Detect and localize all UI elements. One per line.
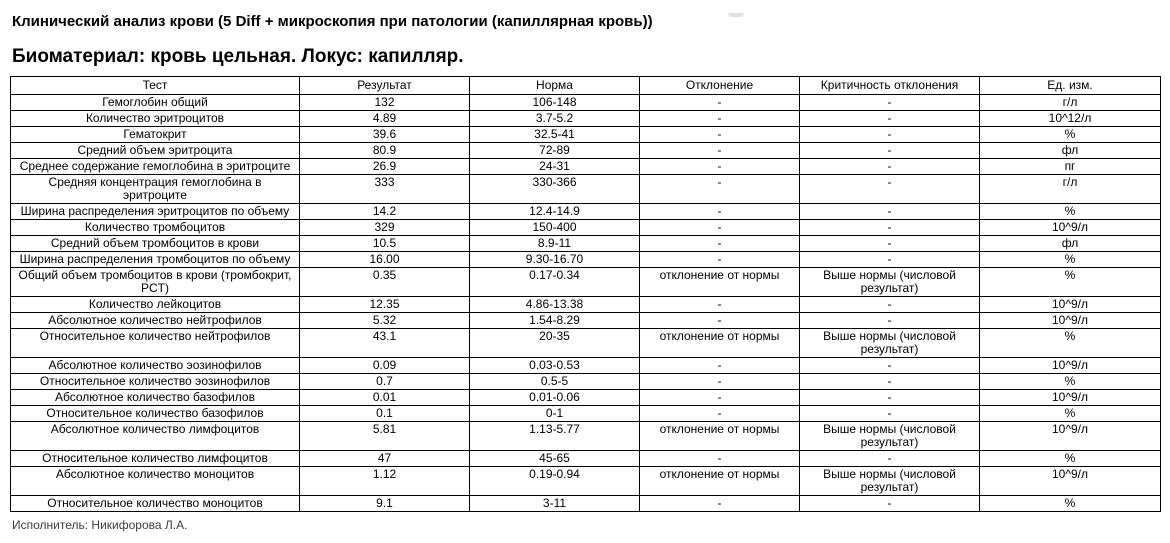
- cell-criticality: -: [800, 252, 980, 268]
- table-row: [11, 451, 1161, 467]
- cell-deviation: отклонение от нормы: [640, 329, 800, 358]
- cell-test: Количество лейкоцитов: [11, 297, 300, 313]
- cell-test: Относительное количество эозинофилов: [11, 374, 300, 390]
- cell-unit: %: [980, 204, 1161, 220]
- cell-test: Абсолютное количество нейтрофилов: [11, 313, 300, 329]
- cell-result: 10.5: [300, 236, 470, 252]
- cell-norm: 72-89: [470, 143, 640, 159]
- table-row: [11, 313, 1161, 329]
- cell-criticality: -: [800, 374, 980, 390]
- cell-result: 43.1: [300, 329, 470, 358]
- cell-unit: 10^9/л: [980, 467, 1161, 496]
- table-header-row: [11, 77, 1161, 95]
- cell-result: 0.01: [300, 390, 470, 406]
- cell-unit: %: [980, 329, 1161, 358]
- cell-criticality: -: [800, 496, 980, 512]
- cell-norm: 12.4-14.9: [470, 204, 640, 220]
- cell-norm: 150-400: [470, 220, 640, 236]
- cell-criticality: Выше нормы (числовой результат): [800, 329, 980, 358]
- cell-deviation: -: [640, 220, 800, 236]
- cell-norm: 106-148: [470, 95, 640, 111]
- cell-result: 329: [300, 220, 470, 236]
- cell-result: 5.32: [300, 313, 470, 329]
- cell-criticality: -: [800, 143, 980, 159]
- cell-criticality: -: [800, 220, 980, 236]
- cell-unit: фл: [980, 143, 1161, 159]
- cell-result: 14.2: [300, 204, 470, 220]
- cell-norm: 24-31: [470, 159, 640, 175]
- cell-result: 333: [300, 175, 470, 204]
- cell-deviation: -: [640, 252, 800, 268]
- cell-deviation: -: [640, 451, 800, 467]
- cell-result: 47: [300, 451, 470, 467]
- cell-norm: 45-65: [470, 451, 640, 467]
- cell-unit: 10^9/л: [980, 390, 1161, 406]
- cell-criticality: Выше нормы (числовой результат): [800, 422, 980, 451]
- cell-deviation: -: [640, 204, 800, 220]
- cell-test: Относительное количество лимфоцитов: [11, 451, 300, 467]
- cell-deviation: -: [640, 175, 800, 204]
- cell-norm: 330-366: [470, 175, 640, 204]
- cell-criticality: -: [800, 358, 980, 374]
- cell-norm: 0.17-0.34: [470, 268, 640, 297]
- cell-result: 80.9: [300, 143, 470, 159]
- cell-test: Гемоглобин общий: [11, 95, 300, 111]
- table-row: [11, 111, 1161, 127]
- table-row: [11, 159, 1161, 175]
- cell-norm: 8.9-11: [470, 236, 640, 252]
- table-row: [11, 374, 1161, 390]
- cell-criticality: -: [800, 313, 980, 329]
- cell-criticality: -: [800, 111, 980, 127]
- cell-unit: 10^9/л: [980, 297, 1161, 313]
- column-header-deviation: Отклонение: [640, 77, 800, 95]
- cell-norm: 9.30-16.70: [470, 252, 640, 268]
- cell-test: Средний объем тромбоцитов в крови: [11, 236, 300, 252]
- results-table: [10, 76, 1161, 512]
- cell-result: 16.00: [300, 252, 470, 268]
- cell-norm: 1.13-5.77: [470, 422, 640, 451]
- cell-deviation: -: [640, 406, 800, 422]
- cell-unit: г/л: [980, 175, 1161, 204]
- cell-norm: 0.01-0.06: [470, 390, 640, 406]
- cell-unit: %: [980, 252, 1161, 268]
- table-row: [11, 358, 1161, 374]
- cell-criticality: -: [800, 175, 980, 204]
- cell-deviation: -: [640, 143, 800, 159]
- cell-test: Абсолютное количество эозинофилов: [11, 358, 300, 374]
- cell-unit: 10^9/л: [980, 313, 1161, 329]
- cell-norm: 0.5-5: [470, 374, 640, 390]
- column-header-unit: Ед. изм.: [980, 77, 1161, 95]
- table-row: [11, 236, 1161, 252]
- cell-test: Относительное количество нейтрофилов: [11, 329, 300, 358]
- cell-result: 9.1: [300, 496, 470, 512]
- table-row: [11, 297, 1161, 313]
- cell-criticality: -: [800, 236, 980, 252]
- cell-criticality: -: [800, 95, 980, 111]
- cell-deviation: -: [640, 297, 800, 313]
- cell-unit: %: [980, 374, 1161, 390]
- cell-test: Относительное количество моноцитов: [11, 496, 300, 512]
- cell-criticality: Выше нормы (числовой результат): [800, 268, 980, 297]
- cell-criticality: -: [800, 127, 980, 143]
- cell-deviation: -: [640, 358, 800, 374]
- cell-unit: фл: [980, 236, 1161, 252]
- cell-criticality: -: [800, 451, 980, 467]
- cell-deviation: отклонение от нормы: [640, 467, 800, 496]
- cell-result: 0.35: [300, 268, 470, 297]
- cell-deviation: -: [640, 95, 800, 111]
- cell-norm: 4.86-13.38: [470, 297, 640, 313]
- cell-unit: 10^9/л: [980, 358, 1161, 374]
- table-row: [11, 204, 1161, 220]
- cell-deviation: отклонение от нормы: [640, 422, 800, 451]
- cell-result: 0.7: [300, 374, 470, 390]
- cell-norm: 0.03-0.53: [470, 358, 640, 374]
- cell-criticality: Выше нормы (числовой результат): [800, 467, 980, 496]
- cell-result: 26.9: [300, 159, 470, 175]
- cell-unit: %: [980, 127, 1161, 143]
- column-header-test: Тест: [11, 77, 300, 95]
- table-row: [11, 252, 1161, 268]
- cell-result: 5.81: [300, 422, 470, 451]
- cell-unit: пг: [980, 159, 1161, 175]
- cell-norm: 32.5-41: [470, 127, 640, 143]
- cell-test: Общий объем тромбоцитов в крови (тромбокрит, PCT): [11, 268, 300, 297]
- cell-test: Ширина распределения тромбоцитов по объему: [11, 252, 300, 268]
- cell-result: 0.1: [300, 406, 470, 422]
- cell-unit: г/л: [980, 95, 1161, 111]
- cell-norm: 1.54-8.29: [470, 313, 640, 329]
- cell-test: Средний объем эритроцита: [11, 143, 300, 159]
- cell-criticality: -: [800, 204, 980, 220]
- cell-norm: 0.19-0.94: [470, 467, 640, 496]
- cell-result: 12.35: [300, 297, 470, 313]
- cell-test: Количество эритроцитов: [11, 111, 300, 127]
- cell-deviation: отклонение от нормы: [640, 268, 800, 297]
- table-row: [11, 127, 1161, 143]
- table-row: [11, 220, 1161, 236]
- cell-unit: 10^12/л: [980, 111, 1161, 127]
- lab-report-page: [0, 13, 1170, 543]
- cell-result: 4.89: [300, 111, 470, 127]
- cell-result: 1.12: [300, 467, 470, 496]
- cell-unit: %: [980, 268, 1161, 297]
- cell-test: Ширина распределения эритроцитов по объему: [11, 204, 300, 220]
- cell-deviation: -: [640, 236, 800, 252]
- cell-deviation: -: [640, 496, 800, 512]
- report-title: Клинический анализ крови (5 Diff + микроскопия при патологии (капиллярная кровь)): [12, 13, 653, 30]
- cell-test: Абсолютное количество лимфоцитов: [11, 422, 300, 451]
- cell-unit: %: [980, 496, 1161, 512]
- table-row: [11, 406, 1161, 422]
- table-row: [11, 422, 1161, 451]
- cell-test: Абсолютное количество базофилов: [11, 390, 300, 406]
- cell-deviation: -: [640, 374, 800, 390]
- cell-test: Среднее содержание гемоглобина в эритроците: [11, 159, 300, 175]
- table-row: [11, 268, 1161, 297]
- cell-deviation: -: [640, 127, 800, 143]
- cell-test: Средняя концентрация гемоглобина в эритроците: [11, 175, 300, 204]
- executor-line: Исполнитель: Никифорова Л.А.: [12, 518, 188, 532]
- cell-unit: %: [980, 406, 1161, 422]
- table-row: [11, 390, 1161, 406]
- cell-unit: 10^9/л: [980, 422, 1161, 451]
- cell-deviation: -: [640, 313, 800, 329]
- cell-test: Количество тромбоцитов: [11, 220, 300, 236]
- table-row: [11, 175, 1161, 204]
- cell-criticality: -: [800, 390, 980, 406]
- cell-norm: 0-1: [470, 406, 640, 422]
- cell-criticality: -: [800, 406, 980, 422]
- cell-norm: 20-35: [470, 329, 640, 358]
- table-row: [11, 329, 1161, 358]
- column-header-result: Результат: [300, 77, 470, 95]
- column-header-norm: Норма: [470, 77, 640, 95]
- cell-test: Относительное количество базофилов: [11, 406, 300, 422]
- table-row: [11, 496, 1161, 512]
- cell-deviation: -: [640, 159, 800, 175]
- cell-result: 132: [300, 95, 470, 111]
- cell-unit: %: [980, 451, 1161, 467]
- cell-result: 0.09: [300, 358, 470, 374]
- cell-test: Абсолютное количество моноцитов: [11, 467, 300, 496]
- cell-unit: 10^9/л: [980, 220, 1161, 236]
- table-row: [11, 143, 1161, 159]
- cell-norm: 3-11: [470, 496, 640, 512]
- cell-result: 39.6: [300, 127, 470, 143]
- table-row: [11, 467, 1161, 496]
- biomaterial-subtitle: Биоматериал: кровь цельная. Локус: капилляр.: [12, 46, 464, 67]
- cell-criticality: -: [800, 159, 980, 175]
- cell-test: Гематокрит: [11, 127, 300, 143]
- cell-deviation: -: [640, 390, 800, 406]
- top-edge-artifact: [728, 13, 744, 17]
- column-header-criticality: Критичность отклонения: [800, 77, 980, 95]
- table-row: [11, 95, 1161, 111]
- cell-criticality: -: [800, 297, 980, 313]
- cell-norm: 3.7-5.2: [470, 111, 640, 127]
- cell-deviation: -: [640, 111, 800, 127]
